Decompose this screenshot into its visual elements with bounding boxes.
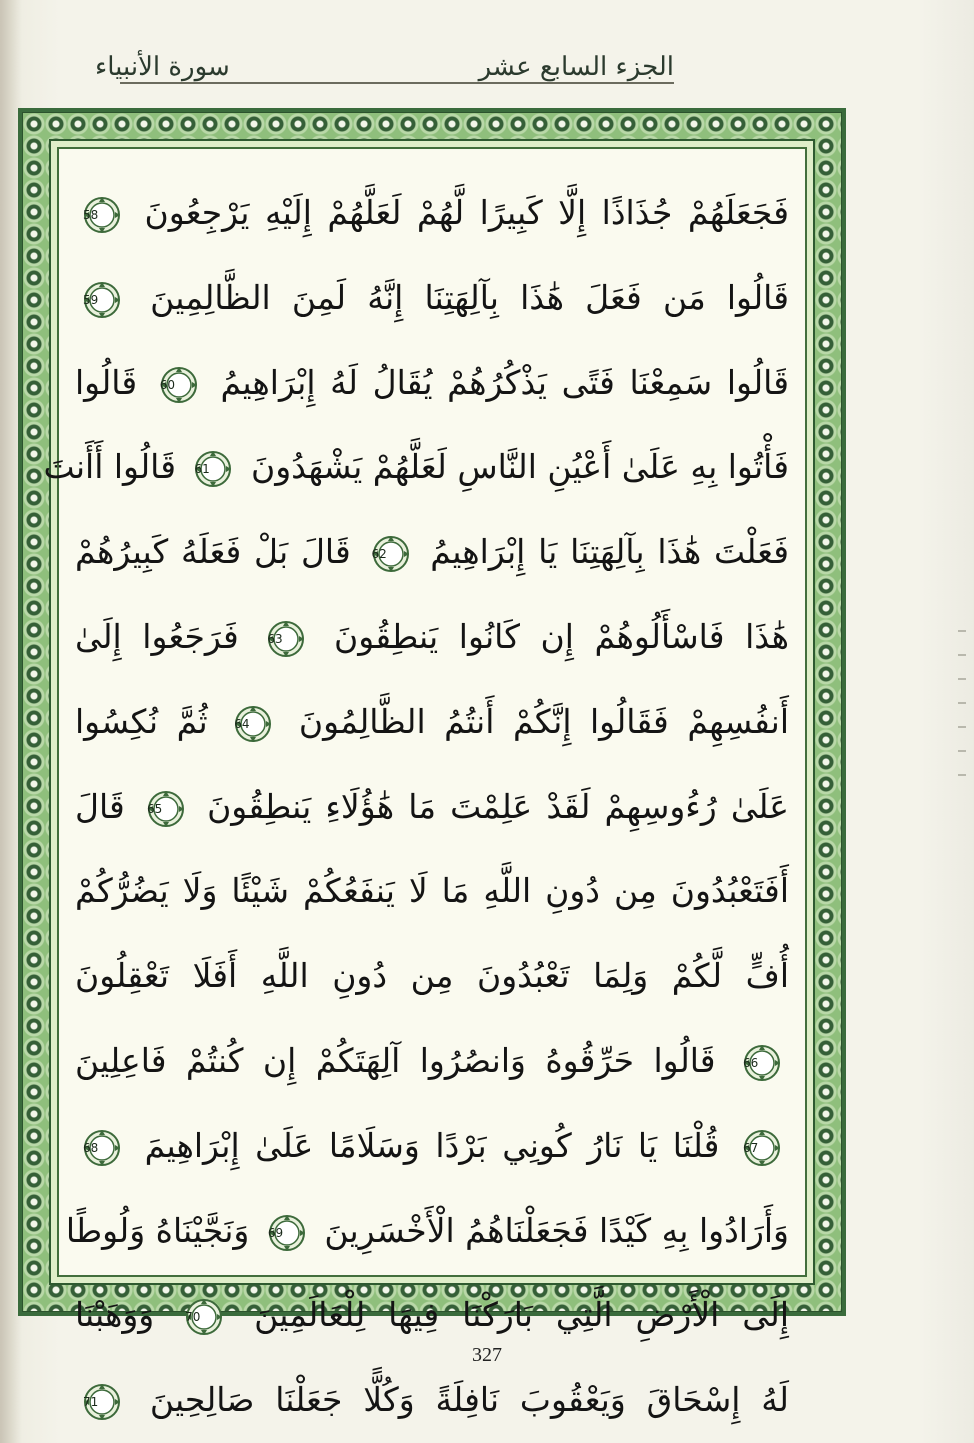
- ayah-number: 60: [159, 377, 176, 392]
- verse-text: قَالَ: [75, 786, 125, 826]
- header-divider: [120, 82, 674, 84]
- ayah-number: 58: [83, 208, 99, 222]
- ayah-marker-icon: [83, 1383, 121, 1421]
- juz-title: الجزء السابع عشر: [478, 52, 674, 82]
- ayah-number: 61: [194, 462, 210, 477]
- verse-text: قَالَ بَلْ فَعَلَهُ كَبِيرُهُمْ: [75, 532, 351, 572]
- ayah-marker-icon: [372, 535, 410, 573]
- verse-text: هَٰذَا فَاسْأَلُوهُمْ إِن كَانُوا يَنطِقُونَ: [334, 616, 789, 656]
- verse-line: [75, 171, 789, 256]
- verse-text: فَأْتُوا بِهِ عَلَىٰ أَعْيُنِ النَّاسِ لَعَلَّهُمْ يَشْهَدُونَ: [250, 447, 789, 487]
- ayah-number: 68: [83, 1140, 99, 1155]
- verse-line: [75, 765, 789, 850]
- verse-line: [65, 1189, 789, 1274]
- verse-line: [75, 849, 789, 934]
- verse-line: [75, 510, 789, 595]
- verse-text: قُلْنَا يَا نَارُ كُونِي بَرْدًا وَسَلَامًا عَلَىٰ إِبْرَاهِيمَ: [144, 1125, 720, 1165]
- verse-line: [75, 1358, 789, 1443]
- ayah-marker-icon: [83, 281, 121, 319]
- margin-marks: [958, 630, 968, 830]
- ayah-number: 63: [267, 631, 283, 646]
- ayah-marker-icon: [147, 790, 185, 828]
- ayah-number: 62: [371, 547, 387, 562]
- verse-text: فَجَعَلَهُمْ جُذَاذًا إِلَّا كَبِيرًا لَّهُمْ لَعَلَّهُمْ إِلَيْهِ يَرْجِعُونَ: [144, 193, 789, 232]
- page-header: [0, 52, 974, 94]
- ayah-marker-icon: [185, 1298, 223, 1336]
- verse-text: قَالُوا مَن فَعَلَ هَٰذَا بِآلِهَتِنَا إِنَّهُ لَمِنَ الظَّالِمِينَ: [150, 277, 789, 317]
- ayah-marker-icon: [160, 366, 198, 404]
- ayah-marker-icon: [743, 1129, 781, 1167]
- verse-text: قَالُوا سَمِعْنَا فَتًى يَذْكُرُهُمْ يُقَالُ لَهُ إِبْرَاهِيمُ: [220, 362, 789, 402]
- ayah-marker-icon: [83, 1129, 121, 1167]
- verse-text: لَهُ إِسْحَاقَ وَيَعْقُوبَ نَافِلَةً وَكُلًّا جَعَلْنَا صَالِحِينَ: [149, 1380, 789, 1420]
- ayah-number: 67: [743, 1140, 759, 1155]
- verse-text: أَفَتَعْبُدُونَ مِن دُونِ اللَّهِ مَا لَا يَنفَعُكُمْ شَيْئًا وَلَا يَضُرُّكُمْ: [75, 871, 789, 911]
- verse-text: قَالُوا أَأَنتَ: [43, 447, 176, 487]
- verse-text: أُفٍّ لَّكُمْ وَلِمَا تَعْبُدُونَ مِن دُونِ اللَّهِ أَفَلَا تَعْقِلُونَ: [75, 956, 789, 996]
- ayah-number: 66: [743, 1055, 759, 1070]
- verse-line: [75, 1104, 789, 1189]
- verse-text: قَالُوا حَرِّقُوهُ وَانصُرُوا آلِهَتَكُمْ إِن كُنتُمْ فَاعِلِينَ: [75, 1040, 716, 1080]
- verse-line: [75, 256, 789, 341]
- ayah-number: 71: [83, 1395, 99, 1410]
- verse-text: عَلَىٰ رُءُوسِهِمْ لَقَدْ عَلِمْتَ مَا هَٰؤُلَاءِ يَنطِقُونَ: [207, 786, 789, 826]
- verse-line: [43, 425, 789, 510]
- ayah-number: 70: [185, 1310, 201, 1325]
- ayah-marker-icon: [743, 1044, 781, 1082]
- ayah-marker-icon: [267, 620, 305, 658]
- ayah-marker-icon: [194, 450, 232, 488]
- verse-text: وَوَهَبْنَا: [75, 1295, 155, 1335]
- verse-text: ثُمَّ نُكِسُوا: [75, 701, 208, 741]
- ayah-marker-icon: [234, 705, 272, 743]
- verse-line: [75, 1019, 789, 1104]
- ayah-number: 64: [234, 716, 250, 731]
- verse-lines: [43, 171, 790, 1443]
- verse-text: وَأَرَادُوا بِهِ كَيْدًا فَجَعَلْنَاهُمُ الْأَخْسَرِينَ: [324, 1210, 789, 1250]
- verse-text: فَعَلْتَ هَٰذَا بِآلِهَتِنَا يَا إِبْرَاهِيمُ: [430, 532, 789, 572]
- verse-text: أَنفُسِهِمْ فَقَالُوا إِنَّكُمْ أَنتُمُ الظَّالِمُونَ: [298, 701, 790, 741]
- verse-line: [75, 680, 789, 765]
- ayah-marker-icon: [268, 1214, 306, 1252]
- verse-line: [75, 595, 789, 680]
- verse-text: إِلَى الْأَرْضِ الَّتِي بَارَكْنَا فِيهَا لِلْعَالَمِينَ: [254, 1295, 789, 1335]
- verse-text: وَنَجَّيْنَاهُ وَلُوطًا: [65, 1210, 250, 1250]
- surah-title: سورة الأنبياء: [95, 52, 230, 82]
- ayah-number: 59: [83, 292, 99, 307]
- verse-line: [75, 934, 789, 1019]
- page-number: 327: [472, 1344, 502, 1366]
- verse-text: فَرَجَعُوا إِلَىٰ: [75, 616, 239, 656]
- ayah-marker-icon: [83, 196, 121, 234]
- ayah-number: 65: [146, 801, 163, 816]
- verse-line: [75, 341, 789, 426]
- verse-text: قَالُوا: [75, 362, 138, 402]
- ayah-number: 69: [267, 1225, 284, 1240]
